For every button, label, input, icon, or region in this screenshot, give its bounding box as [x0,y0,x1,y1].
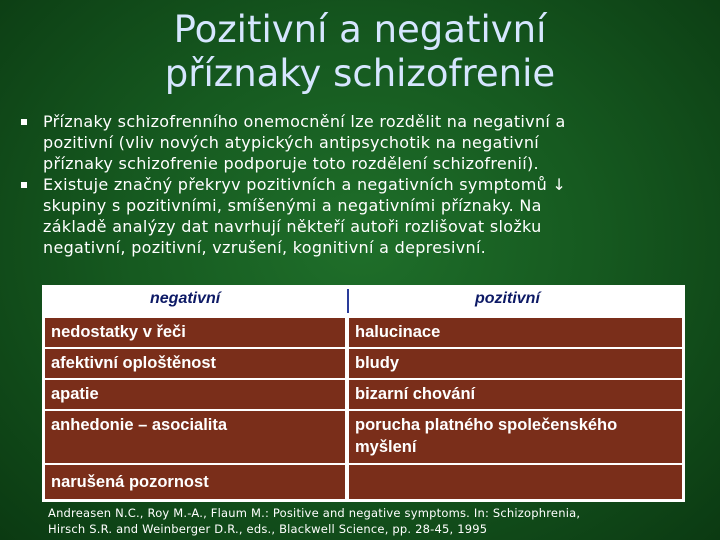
bullet-line: Příznaky schizofrenního onemocnění lze rozdělit na negativní a [43,112,566,131]
table-cell: nedostatky v řeči [45,318,345,347]
table-header [42,285,685,316]
title-line-1: Pozitivní a negativní [173,8,547,51]
bullet-line: negativní, pozitivní, vzrušení, kognitivní a depresivní. [43,238,487,257]
bullet-item [18,111,708,174]
table-cell [349,465,682,499]
table-cell: bludy [349,349,682,378]
bullet-square-icon [21,182,27,188]
slide-title [0,8,720,96]
bullet-line: pozitivní (vliv nových atypických antipsychotik na negativní [43,133,539,152]
citation [48,505,718,537]
header-negative: negativní [150,290,221,307]
table-cell: narušená pozornost [45,465,345,499]
bullet-line: příznaky schizofrenie podporuje toto rozdělení schizofrenií). [43,154,539,173]
symptoms-table [42,285,685,502]
table-cell: anhedonie – asocialita [45,411,345,463]
table-cell: bizarní chování [349,380,682,409]
header-positive: pozitivní [475,290,540,307]
bullet-line: Existuje značný překryv pozitivních a negativních symptomů ↓ [43,175,567,194]
table-cell: halucinace [349,318,682,347]
bullet-item [18,174,708,258]
bullet-line: základě analýzy dat navrhují někteří autoři rozlišovat složku [43,217,542,236]
table-cell: apatie [45,380,345,409]
table-cell: afektivní oploštěnost [45,349,345,378]
bullet-list [18,111,708,258]
bullet-line: skupiny s pozitivními, smíšenými a negativními příznaky. Na [43,196,542,215]
title-line-2: příznaky schizofrenie [164,52,556,95]
citation-line-2: Hirsch S.R. and Weinberger D.R., eds., Blackwell Science, pp. 28-45, 1995 [48,522,488,536]
table-cell: porucha platného společenského myšlení [349,411,682,463]
bullet-square-icon [21,119,27,125]
citation-line-1: Andreasen N.C., Roy M.-A., Flaum M.: Positive and negative symptoms. In: Schizophrenia, [48,506,581,520]
header-divider [347,289,349,313]
